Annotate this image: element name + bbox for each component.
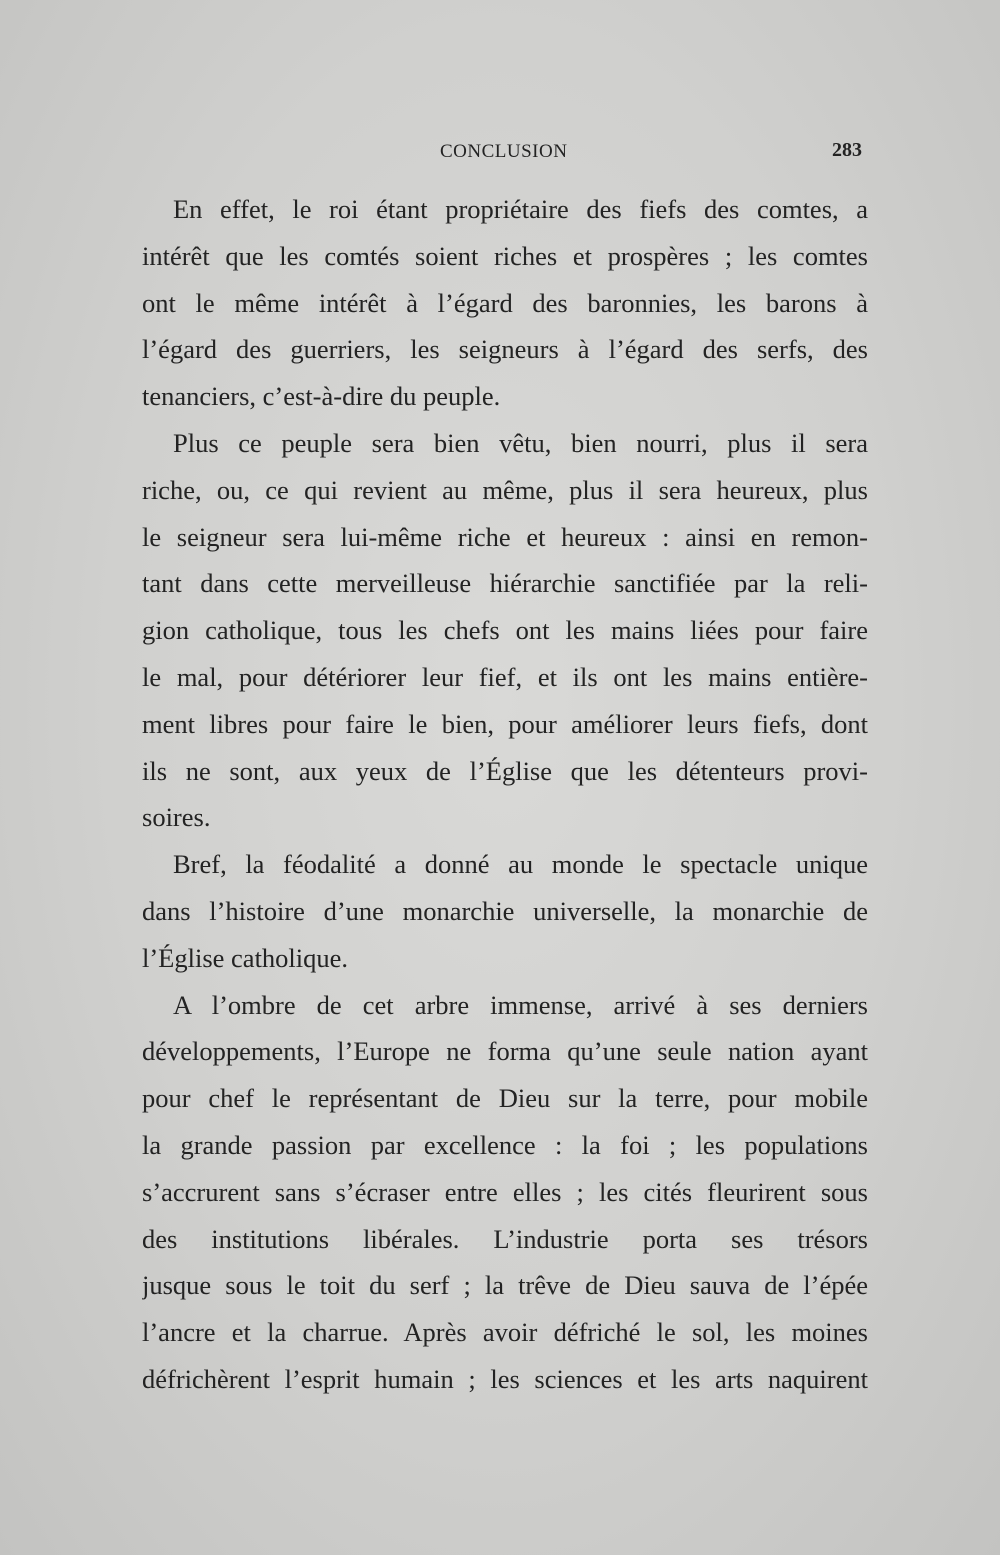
text-line: riche, ou, ce qui revient au même, plus il sera heureux, plus xyxy=(142,474,868,505)
text-line: A l’ombre de cet arbre immense, arrivé à ses derniers xyxy=(173,989,868,1020)
text-line: gion catholique, tous les chefs ont les mains liées pour faire xyxy=(142,615,868,646)
text-line: développements, l’Europe ne forma qu’une seule nation ayant xyxy=(142,1036,868,1067)
text-line: la grande passion par excellence : la foi ; les populations xyxy=(142,1129,868,1160)
text-line: jusque sous le toit du serf ; la trêve de Dieu sauva de l’épée xyxy=(142,1270,868,1301)
text-line: Plus ce peuple sera bien vêtu, bien nourri, plus il sera xyxy=(173,427,868,458)
text-line: tenanciers, c’est-à-dire du peuple. xyxy=(142,381,501,412)
text-line: des institutions libérales. L’industrie porta ses trésors xyxy=(142,1223,868,1254)
text-line: pour chef le représentant de Dieu sur la terre, pour mobile xyxy=(142,1083,868,1114)
text-line: ont le même intérêt à l’égard des baronnies, les barons à xyxy=(142,287,868,318)
text-line: l’Église catholique. xyxy=(142,942,349,973)
text-line: l’égard des guerriers, les seigneurs à l’égard des serfs, des xyxy=(142,334,868,365)
text-line: ils ne sont, aux yeux de l’Église que les détenteurs provi- xyxy=(142,755,868,786)
running-head-title: CONCLUSION xyxy=(440,141,568,162)
text-line: dans l’histoire d’une monarchie universelle, la monarchie de xyxy=(142,895,868,926)
text-line: le seigneur sera lui-même riche et heureux : ainsi en remon- xyxy=(142,521,868,552)
text-line: l’ancre et la charrue. Après avoir défriché le sol, les moines xyxy=(142,1317,868,1348)
text-line: s’accrurent sans s’écraser entre elles ; les cités fleurirent sous xyxy=(142,1176,868,1207)
page-number: 283 xyxy=(832,139,862,161)
body-text xyxy=(142,186,868,1403)
text-line: le mal, pour détériorer leur fief, et ils ont les mains entière- xyxy=(142,661,868,692)
text-line: tant dans cette merveilleuse hiérarchie sanctifiée par la reli- xyxy=(142,568,868,599)
text-line: intérêt que les comtés soient riches et prospères ; les comtes xyxy=(142,240,868,271)
text-line: Bref, la féodalité a donné au monde le spectacle unique xyxy=(173,849,868,880)
text-line: En effet, le roi étant propriétaire des fiefs des comtes, a xyxy=(173,194,868,224)
text-line: défrichèrent l’esprit humain ; les sciences et les arts naquirent xyxy=(142,1363,868,1394)
text-line: soires. xyxy=(142,802,211,833)
text-line: ment libres pour faire le bien, pour améliorer leurs fiefs, dont xyxy=(142,708,868,739)
